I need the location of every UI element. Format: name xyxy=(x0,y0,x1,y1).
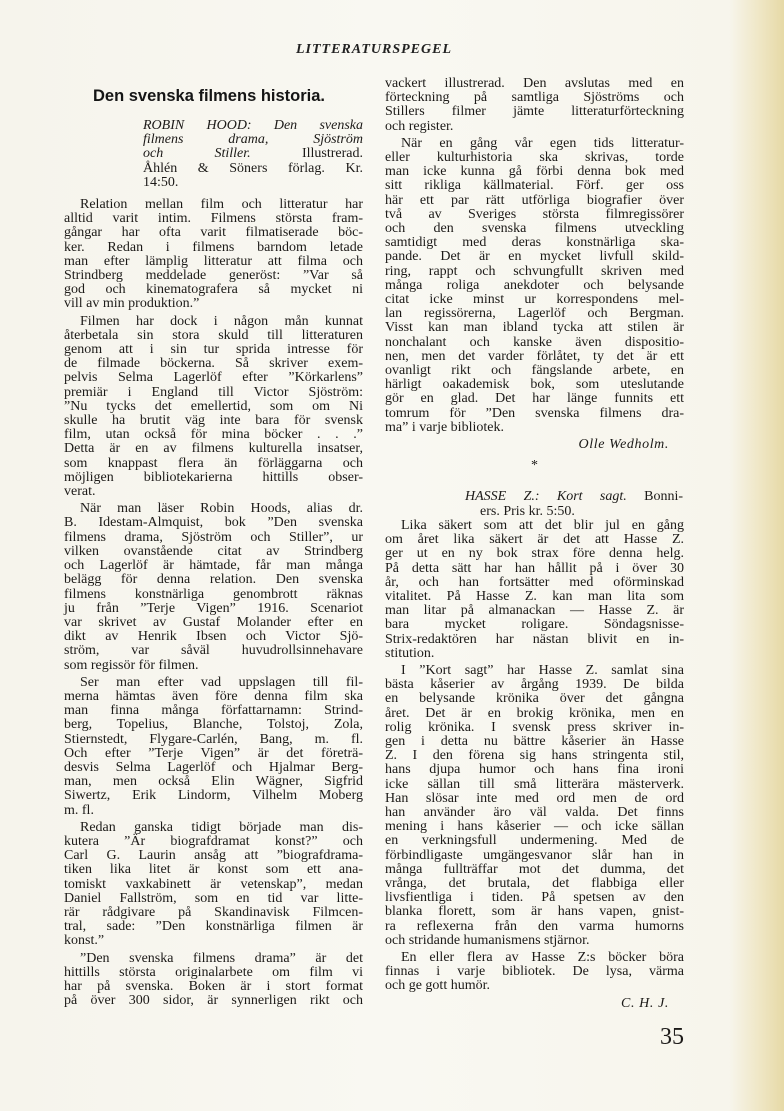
text-line: I ”Kort sagt” har Hasse Z. samlat sina xyxy=(401,662,684,678)
text-line: vackert illustrerad. Den avslutas med en xyxy=(385,76,684,91)
citation-line xyxy=(465,505,683,519)
text-line: vrånga, det brutala, det flabbiga eller xyxy=(385,875,684,891)
text-line: film, utan också för mina böcker . . .” xyxy=(64,427,363,443)
text-line: och register. xyxy=(385,118,454,134)
text-line: ra reflexerna från den varma humorns xyxy=(385,918,684,934)
text-line: ring, rappt och schvungfullt skriven med xyxy=(385,263,684,279)
citation-text: Illustrerad. xyxy=(250,146,363,162)
citation-text: Åhlén & Söners förlag. Kr. xyxy=(143,160,363,176)
text-line: Daniel Fallström, som en tid var litte- xyxy=(64,890,363,906)
text-line: förbindligaste umgängesvanor slår han in xyxy=(385,847,684,863)
paragraph xyxy=(64,952,363,1009)
text-line: berg, Topelius, Blanche, Tolstoj, Zola, xyxy=(64,717,363,733)
left-column xyxy=(64,86,363,1011)
text-line: filmens konstnärliga genombrott räknas xyxy=(64,586,363,602)
article-title: Den svenska filmens historia. xyxy=(93,87,326,105)
section-separator: * xyxy=(531,458,538,474)
text-line: merna hämtas även före denna film ska xyxy=(64,688,363,704)
text-line: tomiskt vaxkabinett är vetenskap”, medan xyxy=(64,876,363,892)
text-line: samtidigt med deras konstnärliga ska- xyxy=(385,235,684,251)
paragraph xyxy=(64,676,363,818)
paragraph xyxy=(385,137,684,435)
text-line: hans djupa humor och hans fina ironi xyxy=(385,762,684,778)
text-line: vill av min produktion.” xyxy=(64,296,200,312)
citation-line xyxy=(143,147,363,161)
text-line: Detta är en av filmens kulturella insatser, xyxy=(64,441,363,457)
text-line: På detta sätt har han hållit på i över 30 xyxy=(385,560,684,576)
text-line: året. Det är en brokig krönika, men en xyxy=(385,705,684,721)
text-line: Strindberg meddelade generöst: ”Var så xyxy=(64,268,363,284)
text-line: och ge gott humör. xyxy=(385,978,490,994)
text-line: B. Idestam-Almquist, bok ”Den svenska xyxy=(64,515,363,531)
text-line: mening i hans kåserier — och icke sällan xyxy=(385,819,684,835)
text-line: ger ut en ny bok strax före denna helg. xyxy=(385,546,684,562)
citation-italic-text: ROBIN HOOD: Den svenska xyxy=(143,118,363,133)
text-line: Ser man efter vad uppslagen till fil- xyxy=(80,674,363,690)
running-header: LITTERATURSPEGEL xyxy=(295,42,453,57)
citation-line xyxy=(143,176,363,190)
citation-italic-text: filmens drama, Sjöström xyxy=(143,132,363,148)
text-line: nen, men det varder förlåtet, ty det är ett xyxy=(385,348,684,364)
text-line: bästa kåserier av årgång 1939. De bilda xyxy=(385,677,684,693)
text-line: gör en glad. Det har länge funnits ett xyxy=(385,391,684,407)
text-line: har på svenska. Boken är i stort format xyxy=(64,978,363,994)
text-line: förteckning på samtliga Sjöströms och xyxy=(385,90,684,106)
text-line: gångar har ofta varit filmatiserade böc- xyxy=(64,225,363,241)
text-line: man icke kunna gå förbi denna bok med xyxy=(385,164,684,180)
text-line: pande. Det är en mycket livfull skild- xyxy=(385,249,684,265)
text-line: alltid varit intim. Filmens största fram- xyxy=(64,211,363,227)
text-line: gen i detta nu bättre kåserier än Hasse xyxy=(385,733,684,749)
citation-line xyxy=(465,490,683,504)
text-line: man, men också Elin Wägner, Sigfrid xyxy=(64,774,363,790)
citation-italic-text: och Stiller. xyxy=(143,146,251,162)
text-line: ma” i varje bibliotek. xyxy=(385,419,504,435)
text-line: och stridande humanismens stjärnor. xyxy=(385,932,590,948)
text-line: dikt av Henrik Ibsen och Victor Sjö- xyxy=(64,629,363,645)
text-line: Lika säkert som att det blir jul en gång xyxy=(401,517,684,533)
text-line: härligt oakademisk bok, som uteslutande xyxy=(385,377,684,393)
text-line: Stillers filmer jämte litteraturförteckning xyxy=(385,104,684,120)
text-line: desvis Selma Lagerlöf och Hjalmar Berg- xyxy=(64,759,363,775)
text-line: hittills största originalarbete om film vi xyxy=(64,964,363,980)
text-line: många fullträffar mot det dumma, det xyxy=(385,861,684,877)
text-line: När man läser Robin Hoods, alias dr. xyxy=(80,501,363,517)
text-line: verat. xyxy=(64,484,96,500)
text-line: ”Nu tycks det emellertid, som om Ni xyxy=(64,398,363,414)
text-line: lan regissörerna, Lagerlöf och Bergman. xyxy=(385,306,684,322)
text-line: blanka florett, som är hans vapen, gnist- xyxy=(385,904,684,920)
author-signature: Olle Wedholm. xyxy=(578,437,669,453)
text-line: och den svenska filmens utveckling xyxy=(385,221,684,237)
text-line: var skrivet av Gustaf Molander efter en xyxy=(64,614,363,630)
article-body-continued xyxy=(385,77,684,435)
text-line: god och kinematografera så mycket ni xyxy=(64,282,363,298)
text-line: icke sällan till små litterära mästerverk. xyxy=(385,776,684,792)
text-line: ovanligt rikt och fängslande arbete, en xyxy=(385,363,684,379)
text-line: man litar på almanackan — Hasse Z. är xyxy=(385,603,684,619)
citation-text: 14:50. xyxy=(143,174,179,190)
text-line: genom att i sin tur sprida intresse för xyxy=(64,342,363,358)
text-line: vilken ovanstående citat av Strindberg xyxy=(64,543,363,559)
text-line: nonchalant och kanske även dispositio- xyxy=(385,334,684,350)
text-line: rär rådgivare på Skandinavisk Filmcen- xyxy=(64,904,363,920)
text-line: premiär i England till Victor Sjöström: xyxy=(64,384,363,400)
text-line: Relation mellan film och litteratur har xyxy=(80,197,363,213)
citation-line xyxy=(143,162,363,176)
text-line: och Lagerlöf är hämtade, får man många xyxy=(64,558,363,574)
text-line: återbetala sin stora skuld till litteraturen xyxy=(64,327,363,343)
text-line: en verkningsfull undermening. Med de xyxy=(385,833,684,849)
text-line: tiken lika litet är konst som ett ana- xyxy=(64,862,363,878)
text-line: man finna många författarnamn: Strind- xyxy=(64,703,363,719)
text-line: år, och han fortsätter med oförminskad xyxy=(385,574,684,590)
paragraph xyxy=(385,77,684,134)
paragraph xyxy=(64,502,363,672)
text-line: bara mycket roligare. Söndagsnisse- xyxy=(385,617,684,633)
text-line: skulle ha brutit väg inte bara för svensk xyxy=(64,413,363,429)
paragraph xyxy=(64,315,363,500)
text-line: ker. Redan i filmens barndom letade xyxy=(64,239,363,255)
text-line: på över 300 sidor, är synnerligen rikt och xyxy=(64,993,363,1009)
text-line: här ett par rätt utförliga biografier över xyxy=(385,192,684,208)
text-line: Siwertz, Erik Lindorm, Vilhelm Moberg xyxy=(64,788,363,804)
text-line: stitution. xyxy=(385,645,435,661)
text-line: två av Sveriges största filmregissörer xyxy=(385,206,684,222)
text-line: konst.” xyxy=(64,933,105,949)
citation-text: ers. Pris kr. 5:50. xyxy=(480,503,575,519)
text-line: många roliga anekdoter och belysande xyxy=(385,277,684,293)
book-citation xyxy=(143,119,363,190)
text-line: ström, var såväl huvudrollsinnehavare xyxy=(64,643,363,659)
paragraph xyxy=(385,951,684,994)
text-line: m. fl. xyxy=(64,802,94,818)
review-body xyxy=(385,519,684,994)
citation-italic-text: HASSE Z.: Kort sagt. xyxy=(465,489,627,505)
text-line: eller kulturhistoria ska skrivas, torde xyxy=(385,150,684,166)
text-line: kutera ”Är biografdramat konst?” och xyxy=(64,833,363,849)
paragraph xyxy=(64,821,363,949)
text-line: han använder äro väl valda. Det finns xyxy=(385,804,684,820)
book-citation-2 xyxy=(465,490,683,518)
text-line: som regissör för filmen. xyxy=(64,657,199,673)
text-line: man efter lämplig litteratur att filma och xyxy=(64,253,363,269)
text-line: de filmade böckerna. Så skriver exem- xyxy=(64,356,363,372)
text-line: vitalitet. På Hasse Z. kan man lita som xyxy=(385,588,684,604)
text-line: en belysande krönika över det gångna xyxy=(385,691,684,707)
text-line: När en gång vår egen tids litteratur- xyxy=(401,135,684,151)
citation-text: Bonni- xyxy=(626,489,683,505)
text-line: Redan ganska tidigt började man dis- xyxy=(80,819,363,835)
citation-line xyxy=(143,119,363,133)
text-line: möjligen bibliotekarierna hittills obser- xyxy=(64,469,363,485)
text-line: pelvis Selma Lagerlöf efter ”Körkarlens” xyxy=(64,370,363,386)
text-line: Carl G. Laurin ansåg att ”biografdrama- xyxy=(64,848,363,864)
text-line: Stiernstedt, Flygare-Carlén, Bang, m. fl. xyxy=(64,731,363,747)
text-line: En eller flera av Hasse Z:s böcker böra xyxy=(401,949,684,965)
paragraph xyxy=(385,664,684,948)
page-number: 35 xyxy=(660,1024,684,1050)
text-line: tomrum för ”Den svenska filmens dra- xyxy=(385,405,684,421)
text-line: finnas i varje bibliotek. De lysa, värma xyxy=(385,964,684,980)
text-line: rolig krönika. I svensk press skriver in- xyxy=(385,719,684,735)
article-body xyxy=(64,198,363,1008)
text-line: om året lika säkert är det att Hasse Z. xyxy=(385,532,684,548)
text-line: ”Den svenska filmens drama” är det xyxy=(80,950,363,966)
text-line: livsfientliga i tiden. På spetsen av den xyxy=(385,890,684,906)
text-line: sitt rikliga källmaterial. Förf. ger oss xyxy=(385,178,684,194)
text-line: ju från ”Terje Vigen” 1916. Scenariot xyxy=(64,600,363,616)
right-column xyxy=(385,77,684,1011)
text-line: belägg för denna relation. Den svenska xyxy=(64,572,363,588)
paragraph xyxy=(64,198,363,312)
paragraph xyxy=(385,519,684,661)
citation-line xyxy=(143,133,363,147)
text-line: Han slösar inte med ord men de ord xyxy=(385,790,684,806)
text-line: Och efter ”Terje Vigen” är det företrä- xyxy=(64,745,363,761)
text-line: citat icke minst ur korrespondens mel- xyxy=(385,292,684,308)
text-line: Visst kan man ibland tycka att stilen är xyxy=(385,320,684,336)
text-line: Strix-redaktören har nästan blivit en in- xyxy=(385,631,684,647)
text-line: filmens drama, Sjöström och Stiller”, ur xyxy=(64,529,363,545)
text-line: Z. I den förena sig hans stringenta stil, xyxy=(385,748,684,764)
author-signature-2: C. H. J. xyxy=(621,995,669,1011)
text-line: tral, sade: ”Den konstnärliga filmen är xyxy=(64,919,363,935)
text-line: Filmen har dock i någon mån kunnat xyxy=(80,313,363,329)
text-line: som knappast flera än förläggarna och xyxy=(64,455,363,471)
